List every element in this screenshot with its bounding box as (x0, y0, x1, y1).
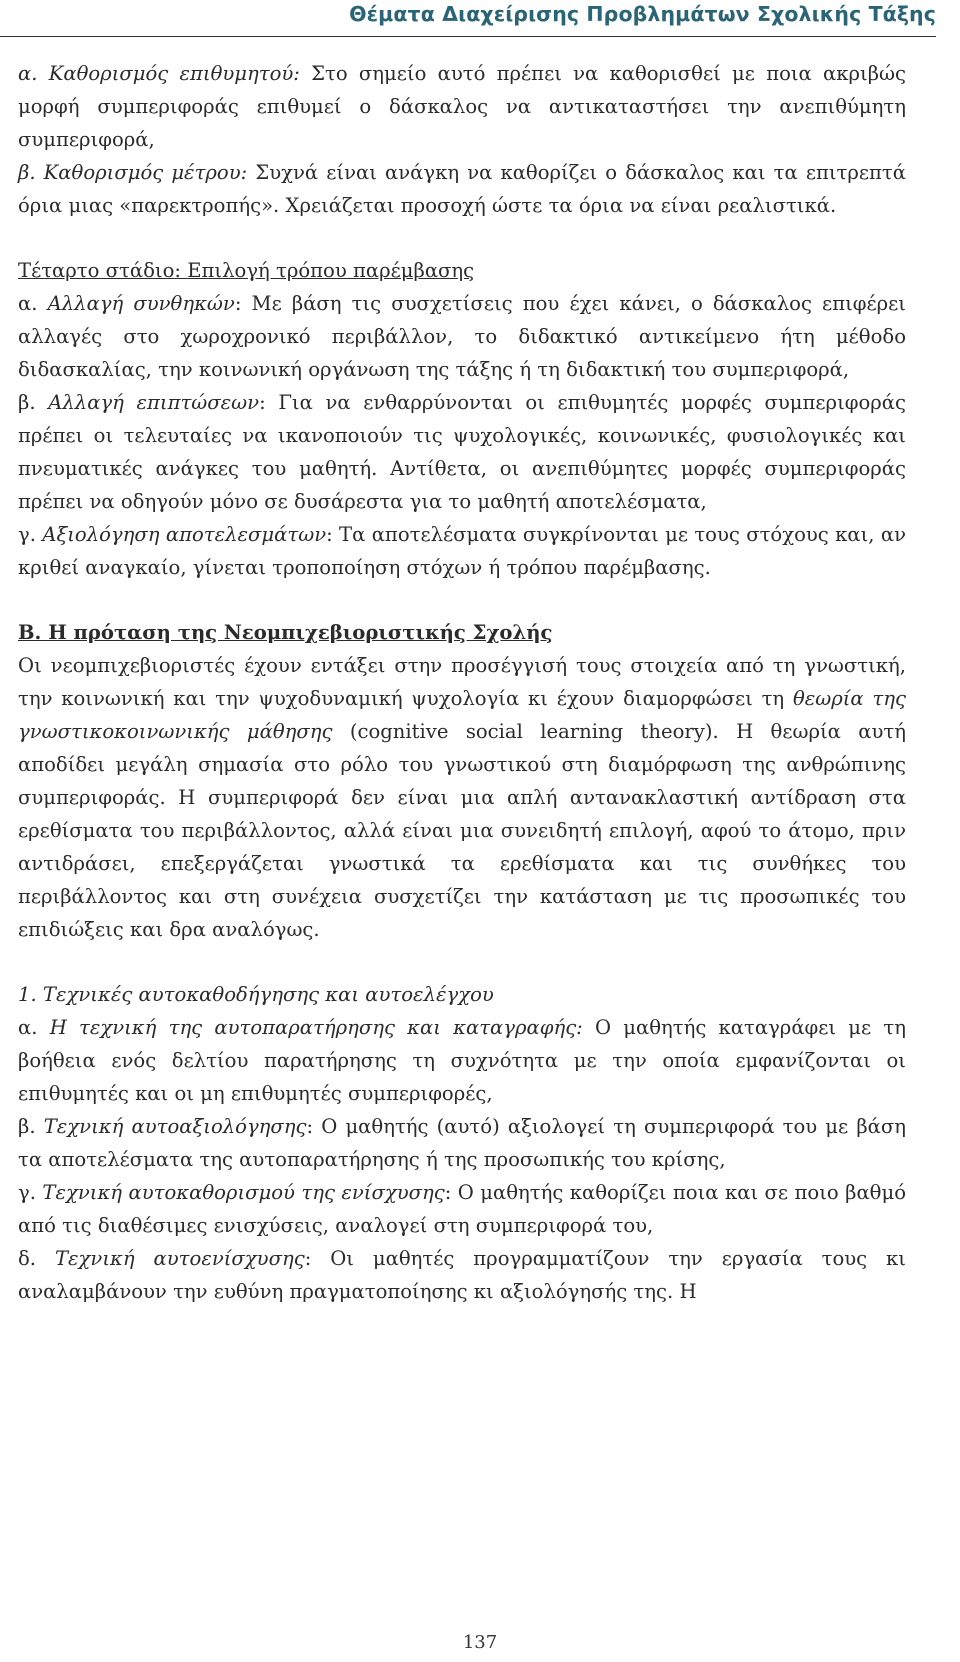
subsection-heading: 1. Τεχνικές αυτοκαθοδήγησης και αυτοελέγχου (18, 983, 494, 1006)
item-text: Στο σημείο αυτό πρέπει να καθορισθεί με ποια ακριβώς μορφή συμπεριφοράς επιθυμεί ο δάσκαλος να αντικαταστήσει την ανεπιθύμητη συμπεριφορά, (18, 62, 906, 151)
paragraph-text-start: Οι νεομπιχεβιοριστές έχουν εντάξει στην προσέγγισή τους στοιχεία από τη γνωστική, την κοινωνική και την ψυχοδυναμική ψυχολογία κι έχουν διαμορφώσει τη (18, 654, 906, 710)
page-body (18, 57, 906, 1308)
spacer (18, 222, 906, 254)
stage-heading (18, 254, 906, 287)
item-marker: β. (18, 391, 49, 414)
item-marker: β. (18, 1115, 44, 1138)
section-heading: Β. Η πρόταση της Νεομπιχεβιοριστικής Σχολής (18, 621, 553, 644)
paragraph-change-consequences (18, 386, 906, 518)
theory-name: θεωρία της γνωστικοκοινωνικής μάθησης (18, 687, 906, 743)
item-lead: Τεχνική αυτοκαθορισμού της ενίσχυσης (42, 1181, 445, 1204)
stage-separator: : (174, 259, 188, 282)
item-text: : Ο μαθητής καθορίζει ποια και σε ποιο βαθμό από τις διαθέσιμες ενισχύσεις, αναλογεί στη συμπεριφορά του, (18, 1181, 907, 1237)
item-marker: γ. (18, 523, 43, 546)
paragraph-evaluate-results (18, 518, 906, 584)
paragraph-desired-definition (18, 57, 906, 156)
item-text: Συχνά είναι ανάγκη να καθορίζει ο δάσκαλος και τα επιτρεπτά όρια μιας «παρεκτροπής». Χρειάζεται προσοχή ώστε τα όρια να είναι ρεαλιστικά. (18, 161, 906, 217)
paragraph-measure-definition (18, 156, 906, 222)
item-text: : Τα αποτελέσματα συγκρίνονται με τους στόχους και, αν κριθεί αναγκαίο, γίνεται τροποποίηση στόχων ή τρόπου παρέμβασης. (18, 523, 906, 579)
item-text: : Οι μαθητές προγραμματίζουν την εργασία τους κι αναλαμβάνουν την ευθύνη πραγματοποίησης κι αξιολόγησής της. Η (18, 1247, 906, 1303)
item-lead: Τεχνική αυτοενίσχυσης (54, 1247, 305, 1270)
paragraph-self-reinforcement (18, 1242, 906, 1308)
header-title: Θέματα Διαχείρισης Προβλημάτων Σχολικής Τάξης (349, 2, 936, 26)
item-marker: α. (18, 1016, 50, 1039)
item-lead: Αλλαγή συνθηκών (47, 292, 235, 315)
stage-label: Τέταρτο στάδιο (18, 259, 175, 282)
item-marker: γ. (18, 1181, 43, 1204)
page-number: 137 (462, 1632, 498, 1653)
paragraph-neobehaviorist-theory (18, 649, 906, 946)
item-text: : Ο μαθητής (αυτό) αξιολογεί τη συμπεριφορά του με βάση τα αποτελέσματα της αυτοπαρατήρησης ή της προσωπικής του κρίσης, (18, 1115, 906, 1171)
paragraph-self-observation (18, 1011, 906, 1110)
running-header (0, 0, 936, 37)
item-lead: Αξιολόγηση αποτελεσμάτων (42, 523, 327, 546)
paragraph-change-conditions (18, 287, 906, 386)
item-text: : Για να ενθαρρύνονται οι επιθυμητές μορφές συμπεριφοράς πρέπει οι τελευταίες να ικανοποιούν τις ψυχολογικές, κοινωνικές, φυσιολογικές και πνευματικές ανάγκες του μαθητή. Αντίθετα, οι ανεπιθύμητες μορφές συμπεριφοράς πρέπει να οδηγούν μόνο σε δυσάρεστα για το μαθητή αποτελέσματα, (18, 391, 906, 513)
item-lead: Η τεχνική της αυτοπαρατήρησης και καταγραφής: (49, 1016, 583, 1039)
item-lead: β. Καθορισμός μέτρου: (18, 161, 248, 184)
paragraph-text-rest: (cognitive social learning theory). Η θεωρία αυτή αποδίδει μεγάλη σημασία στο ρόλο του γνωστικού στη διαμόρφωση της ανθρώπινης συμπεριφοράς. Η συμπεριφορά δεν είναι μια απλή αντανακλαστική αντίδραση στα ερεθίσματα του περιβάλλοντος, αλλά είναι μια συνειδητή επιλογή, αφού το άτομο, πριν αντιδράσει, επεξεργάζεται γνωστικά τα ερεθίσματα και τις συνθήκες του περιβάλλοντος και στη συνέχεια συσχετίζει την κατάσταση με τις προσωπικές του επιδιώξεις και δρα αναλόγως. (18, 720, 906, 941)
paragraph-self-evaluation (18, 1110, 906, 1176)
item-lead: α. Καθορισμός επιθυμητού: (18, 62, 300, 85)
item-marker: δ. (18, 1247, 55, 1270)
spacer (18, 946, 906, 978)
item-text: : Με βάση τις συσχετίσεις που έχει κάνει, ο δάσκαλος επιφέρει αλλαγές στο χωροχρονικό περιβάλλον, το διδακτικό αντικείμενο ήτη μέθοδο διδασκαλίας, την κοινωνική οργάνωση της τάξης ή τη διδακτική του συμπεριφορά, (18, 292, 906, 381)
item-text: Ο μαθητής καταγράφει με τη βοήθεια ενός δελτίου παρατήρησης τη συχνότητα με την οποία εμφανίζονται οι επιθυμητές και οι μη επιθυμητές συμπεριφορές, (18, 1016, 906, 1105)
item-marker: α. (18, 292, 48, 315)
item-lead: Αλλαγή επιπτώσεων (48, 391, 260, 414)
item-lead: Τεχνική αυτοαξιολόγησης (43, 1115, 307, 1138)
spacer (18, 584, 906, 616)
paragraph-self-reinforcement-definition (18, 1176, 906, 1242)
stage-title: Επιλογή τρόπου παρέμβασης (187, 259, 475, 282)
